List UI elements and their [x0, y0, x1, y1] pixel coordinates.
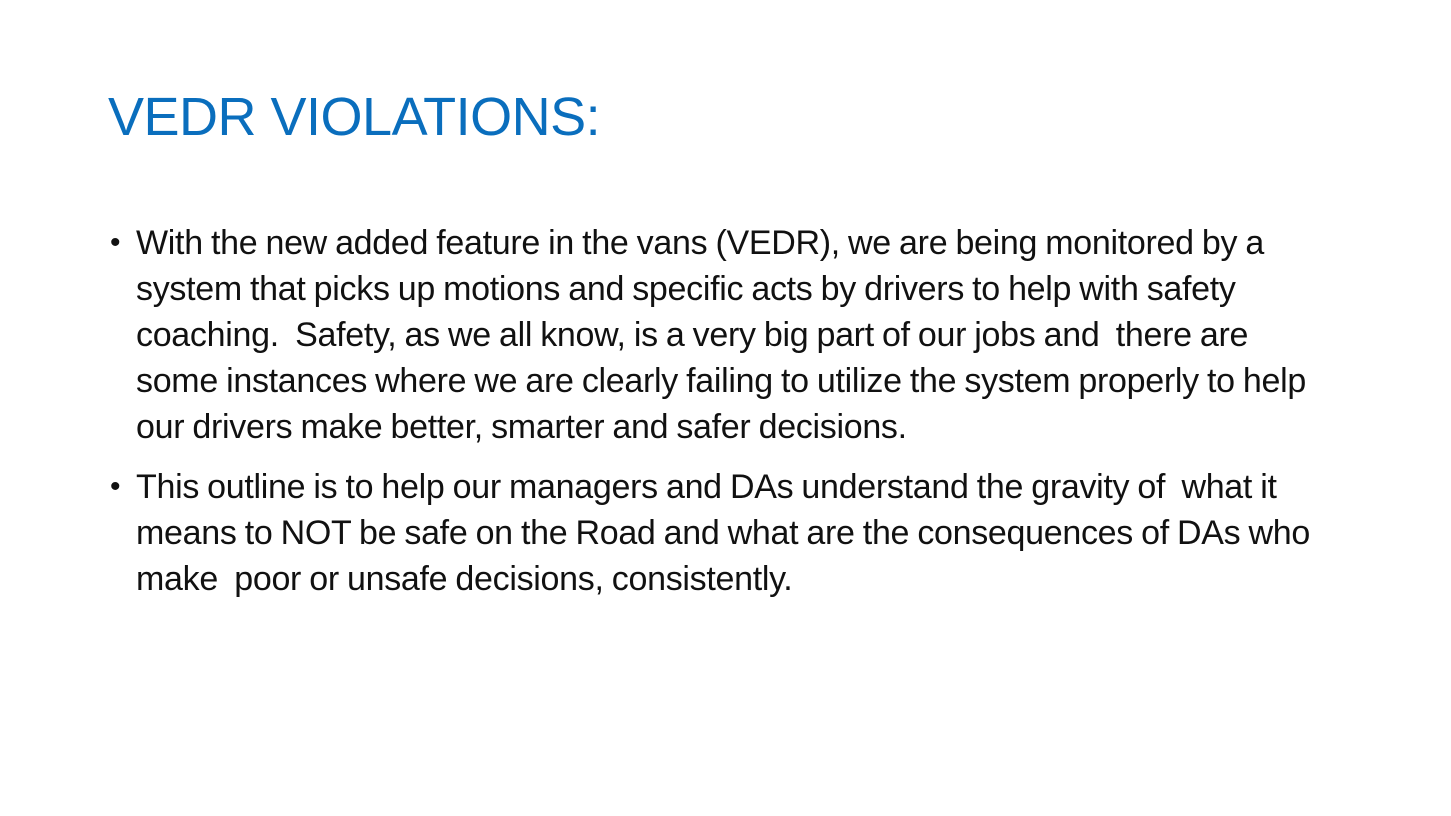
slide-title: VEDR VIOLATIONS: — [108, 87, 601, 147]
bullet-icon: • — [110, 470, 121, 503]
bullet-icon: • — [110, 226, 121, 259]
bullet-list — [108, 220, 1328, 602]
bullet-item-1 — [108, 220, 1328, 450]
bullet-text-1: With the new added feature in the vans (VEDR), we are being monitored by a system that picks up motions and specific acts by drivers to help with safety coaching. Safety, as we all know, is a very big part of our jobs and there are some instances where we are clearly failing to utilize the system properly to help our drivers make better, smarter and safer decisions. — [136, 224, 1315, 446]
bullet-text-2: This outline is to help our managers and DAs understand the gravity of what it means to NOT be safe on the Road and what are the consequences of DAs who make poor or unsafe decisions, consistently. — [136, 468, 1319, 598]
bullet-item-2 — [108, 464, 1328, 602]
